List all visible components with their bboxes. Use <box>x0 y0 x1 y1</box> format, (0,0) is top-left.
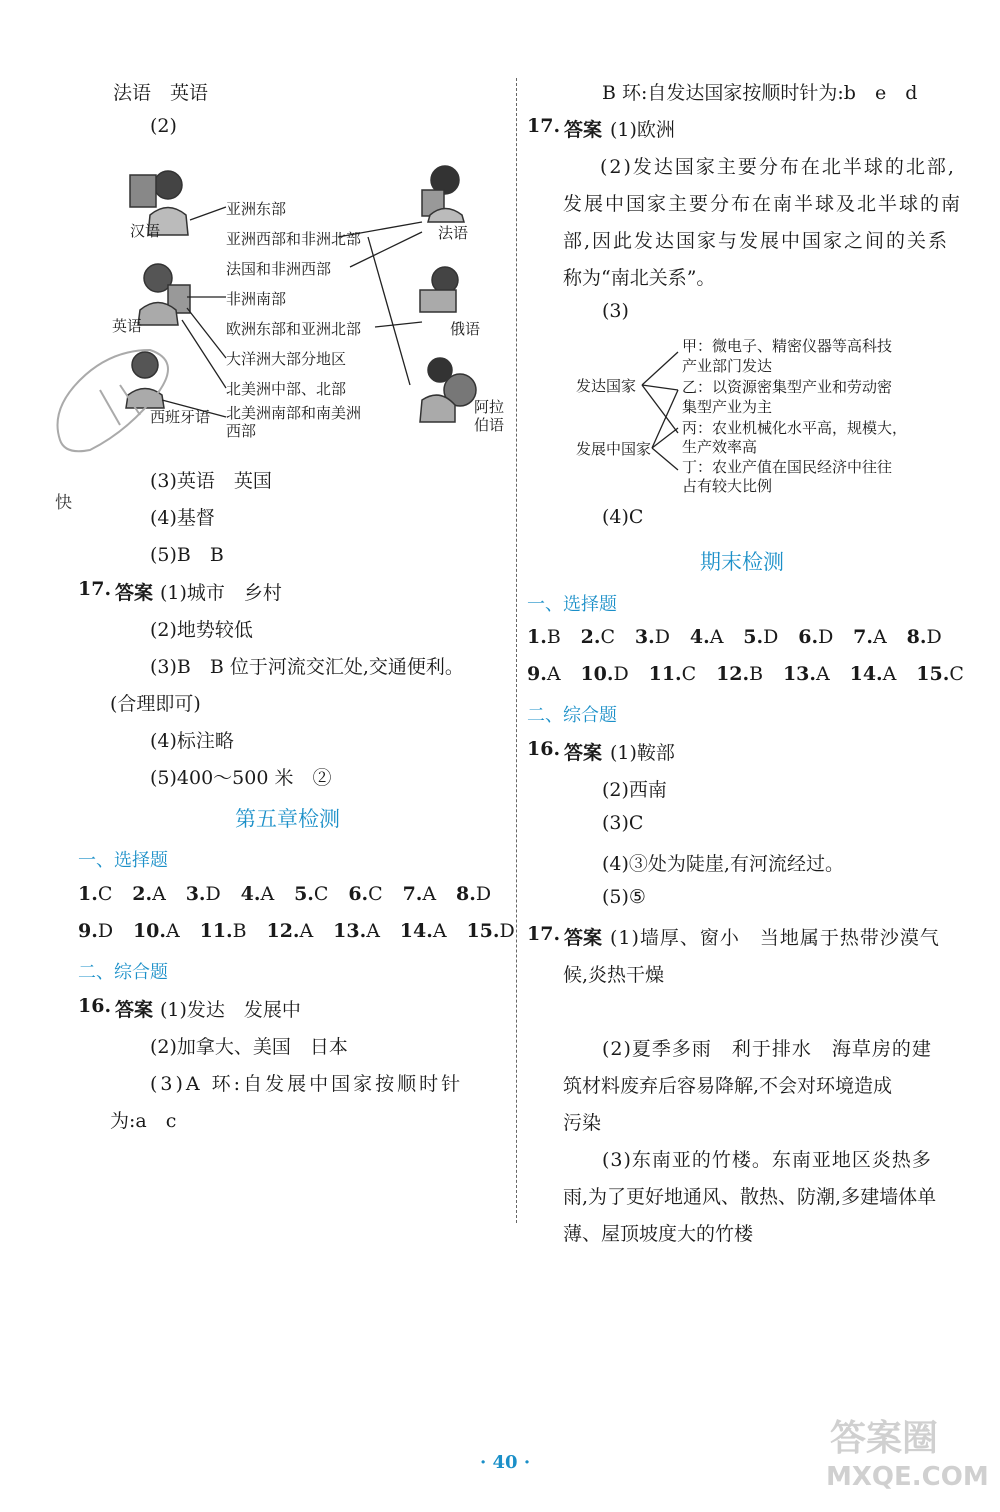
answer-label: 答案 <box>564 927 603 949</box>
subsection-comprehensive-title: 二、综合题 <box>527 705 617 726</box>
diagram-item: 集型产业为主 <box>682 398 773 416</box>
answer-line: (4)标注略 <box>150 730 234 752</box>
answer-label: 答案 <box>564 119 603 141</box>
region-label: 西部 <box>226 422 257 440</box>
subsection-choice-title: 一、选择题 <box>78 850 168 871</box>
q3-label: (3) <box>602 300 629 322</box>
answer-line: (3)东南亚的竹楼。东南亚地区炎热多 <box>602 1149 932 1171</box>
lang-label-chinese: 汉语 <box>130 222 161 240</box>
answer-line: (2)发达国家主要分布在北半球的北部, <box>600 156 956 178</box>
answer-line: 称为“南北关系”。 <box>563 267 716 289</box>
left-q2-label: (2) <box>150 115 177 137</box>
question-number: 16. <box>527 738 561 760</box>
section-title-chapter5: 第五章检测 <box>235 807 340 831</box>
answer-line: 污染 <box>563 1112 602 1134</box>
page-number: · 40 · <box>480 1452 531 1473</box>
lang-label-french: 法语 <box>438 224 469 242</box>
question-number: 17. <box>527 115 561 137</box>
person-french-icon <box>422 166 464 222</box>
north-south-diagram <box>560 330 980 495</box>
section-title-final: 期末检测 <box>700 550 784 574</box>
stamp-mark-icon <box>40 330 190 460</box>
answer-label: 答案 <box>115 582 154 604</box>
answer-line: (5)⑤ <box>602 886 646 908</box>
diagram-item: 甲：微电子、精密仪器等高科技 <box>682 337 893 355</box>
answer-line: (1)城市 乡村 <box>160 582 282 604</box>
answer-line: (4)③处为陡崖,有河流经过。 <box>602 853 844 875</box>
answer-line: 筑材料废弃后容易降解,不会对环境造成 <box>563 1075 893 1097</box>
diagram-item: 产业部门发达 <box>682 357 773 375</box>
answer-label: 答案 <box>115 999 154 1021</box>
column-divider <box>516 78 517 1223</box>
answer-line: (2)加拿大、美国 日本 <box>150 1036 348 1058</box>
diagram-developing-label: 发展中国家 <box>576 440 652 458</box>
answer-line: (3)A 环:自发展中国家按顺时针 <box>150 1073 464 1095</box>
margin-chars: 快 <box>55 493 72 513</box>
region-label: 法国和非洲西部 <box>226 260 332 278</box>
answer-line: (1)鞍部 <box>610 742 675 764</box>
region-label: 非洲南部 <box>226 290 287 308</box>
answer-line: (1)墙厚、窗小 当地属于热带沙漠气 <box>610 927 940 949</box>
diagram-developed-label: 发达国家 <box>576 377 637 395</box>
region-label: 北美洲中部、北部 <box>226 380 347 398</box>
watermark-logo: 答案圈 <box>830 1418 939 1459</box>
answer-line: (3)B B 位于河流交汇处,交通便利。 <box>150 656 464 678</box>
region-label: 欧洲东部和亚洲北部 <box>226 320 362 338</box>
lang-label-english: 英语 <box>112 317 143 335</box>
answer-line: 发展中国家主要分布在南半球及北半球的南 <box>563 193 963 215</box>
subsection-choice-title: 一、选择题 <box>527 594 617 615</box>
region-label: 北美洲南部和南美洲 <box>226 404 362 422</box>
diagram-item: 丙：农业机械化水平高，规模大， <box>682 419 908 437</box>
lang-label-russian: 俄语 <box>450 320 481 338</box>
diagram-item: 占有较大比例 <box>682 477 773 495</box>
answer-line: (1)发达 发展中 <box>160 999 301 1021</box>
mc-row: 1.B 2.C 3.D 4.A 5.D 6.D 7.A 8.D <box>527 626 942 648</box>
answer-line: (5)400～500 米 ② <box>150 767 332 789</box>
answer-line: 薄、屋顶坡度大的竹楼 <box>563 1223 754 1245</box>
answer-line: 候,炎热干燥 <box>563 964 665 986</box>
answer-line: (2)夏季多雨 利于排水 海草房的建 <box>602 1038 932 1060</box>
mc-row: 9.D 10.A 11.B 12.A 13.A 14.A 15.D <box>78 920 515 942</box>
lang-label-spanish: 西班牙语 <box>150 408 211 426</box>
region-label: 大洋洲大部分地区 <box>226 350 347 368</box>
answer-line: (4)C <box>602 506 644 528</box>
region-label: 亚洲东部 <box>226 200 287 218</box>
diagram-item: 丁：农业产值在国民经济中往往 <box>682 458 893 476</box>
question-number: 17. <box>527 923 561 945</box>
answer-line: (3)英语 英国 <box>150 470 272 492</box>
watermark-url: MXQE.COM <box>826 1462 989 1492</box>
person-russian-icon <box>420 267 458 312</box>
mc-row: 9.A 10.D 11.C 12.B 13.A 14.A 15.C <box>527 663 964 685</box>
answer-line: (2)西南 <box>602 779 667 801</box>
mc-row: 1.C 2.A 3.D 4.A 5.C 6.C 7.A 8.D <box>78 883 492 905</box>
region-label: 亚洲西部和非洲北部 <box>226 230 362 248</box>
lang-label-arabic-2: 伯语 <box>474 416 505 434</box>
answer-line: (1)欧洲 <box>610 119 675 141</box>
right-top-line: B 环:自发达国家按顺时针为:b e d <box>602 82 918 104</box>
answer-line: 雨,为了更好地通风、散热、防潮,多建墙体单 <box>563 1186 937 1208</box>
lang-label-arabic-1: 阿拉 <box>474 398 505 416</box>
question-number: 17. <box>78 578 112 600</box>
diagram-item: 生产效率高 <box>682 438 758 456</box>
answer-label: 答案 <box>564 742 603 764</box>
answer-line: 部,因此发达国家与发展中国家之间的关系 <box>563 230 950 252</box>
answer-line: (5)B B <box>150 544 224 566</box>
answer-line: 为:a c <box>110 1110 177 1132</box>
answer-line: (4)基督 <box>150 507 215 529</box>
subsection-comprehensive-title: 二、综合题 <box>78 962 168 983</box>
answer-line: (2)地势较低 <box>150 619 253 641</box>
question-number: 16. <box>78 995 112 1017</box>
diagram-item: 乙：以资源密集型产业和劳动密 <box>682 378 893 396</box>
answer-line: (3)C <box>602 812 644 834</box>
answer-line: (合理即可) <box>110 693 201 715</box>
person-arabic-icon <box>420 358 476 422</box>
person-english-icon <box>138 264 190 325</box>
left-top-line: 法语 英语 <box>113 82 209 104</box>
